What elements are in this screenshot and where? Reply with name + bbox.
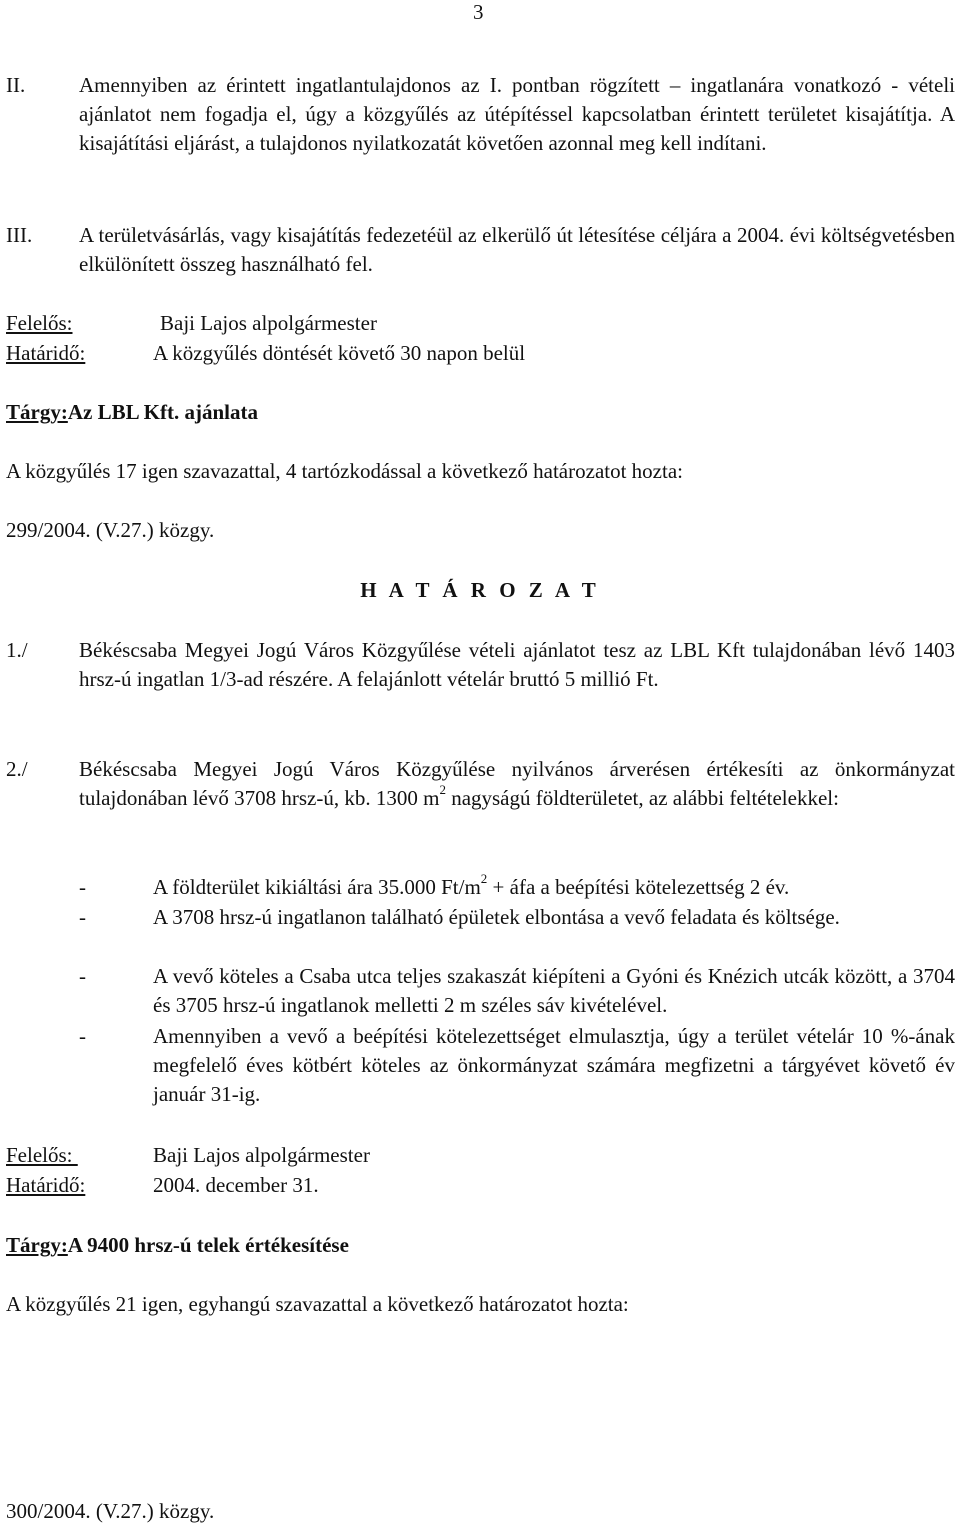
hatarido-value-1: A közgyűlés döntését követő 30 napon belül — [153, 341, 526, 365]
section-ii-label: II. — [6, 73, 26, 97]
hatarido-value-2: 2004. december 31. — [153, 1173, 319, 1197]
condition-dash: - — [79, 875, 86, 899]
condition-dash: - — [79, 964, 86, 988]
vote-2: A közgyűlés 21 igen, egyhangú szavazattal a következő határozatot hozta: — [6, 1292, 629, 1316]
condition-dash: - — [79, 905, 86, 929]
subject-1-label: Tárgy: — [6, 400, 68, 424]
vote-1: A közgyűlés 17 igen szavazattal, 4 tartózkodással a következő határozatot hozta: — [6, 459, 683, 483]
item-2-label: 2./ — [6, 757, 28, 781]
condition-4: Amennyiben a vevő a beépítési kötelezettséget elmulasztja, úgy a terület vételár 10 %-ának megfelelő éves kötbért köteles az önkormányzat számára megfizetni a tárgyévet követő év január 31-ig. — [153, 1024, 955, 1106]
condition-3: A vevő köteles a Csaba utca teljes szakaszát kiépíteni a Gyóni és Knézich utcák között, a 3704 és 3705 hrsz-ú ingatlanok melletti 2 m széles sáv kivételével. — [153, 964, 955, 1017]
condition-1: A földterület kikiáltási ára 35.000 $Ft/m^2$ + áfa a beépítési kötelezettség 2 év. — [153, 871, 790, 899]
felelos-label-2: Felelős: — [6, 1143, 78, 1167]
section-iii-label: III. — [6, 223, 33, 247]
section-ii-text: Amennyiben az érintett ingatlantulajdonos az I. pontban rögzített – ingatlanára vonatkozó - vételi ajánlatot nem fogadja el, úgy a közgyűlés az útépítéssel kapcsolatban érintett területet kisajátítja. A kisajátítási eljárást, a tulajdonos nyilatkozatát követően azonnal meg kell indítani. — [79, 73, 955, 155]
subject-2-label: Tárgy: — [6, 1233, 68, 1257]
hatarido-label-1: Határidő: — [6, 341, 86, 365]
felelos-label-1: Felelős: — [6, 311, 73, 335]
page-number: 3 — [473, 0, 484, 24]
subject-2-text: A 9400 hrsz-ú telek értékesítése — [67, 1233, 349, 1257]
felelos-value-2: Baji Lajos alpolgármester — [153, 1143, 370, 1167]
section-iii-text: A területvásárlás, vagy kisajátítás fedezetéül az elkerülő út létesítése céljára a 2004. évi költségvetésben elkülönített összeg használható fel. — [79, 223, 955, 276]
resolution-number-1: 299/2004. (V.27.) közgy. — [6, 518, 215, 542]
resolution-number-2: 300/2004. (V.27.) közgy. — [6, 1499, 215, 1523]
hatarozat-title: H A T Á R O Z A T — [360, 578, 600, 602]
condition-dash: - — [79, 1024, 86, 1048]
condition-2: A 3708 hrsz-ú ingatlanon található épületek elbontása a vevő feladata és költsége. — [153, 905, 840, 929]
item-2-text: Békéscsaba Megyei Jogú Város Közgyűlése nyilvános árverésen értékesíti az önkormányzat tulajdonában lévő 3708 hrsz-ú, kb. 1300 $m^2$ nagyságú földterületet, az alábbi feltételekkel: — [79, 757, 955, 810]
hatarido-label-2: Határidő: — [6, 1173, 86, 1197]
subject-2 — [6, 1231, 349, 1260]
subject-1 — [6, 398, 258, 427]
item-1-text: Békéscsaba Megyei Jogú Város Közgyűlése vételi ajánlatot tesz az LBL Kft tulajdonában lévő 1403 hrsz-ú ingatlan 1/3-ad részére. A felajánlott vételár bruttó 5 millió Ft. — [79, 638, 955, 691]
item-1-label: 1./ — [6, 638, 28, 662]
subject-1-text: Az LBL Kft. ajánlata — [67, 400, 258, 424]
felelos-value-1: Baji Lajos alpolgármester — [160, 311, 377, 335]
